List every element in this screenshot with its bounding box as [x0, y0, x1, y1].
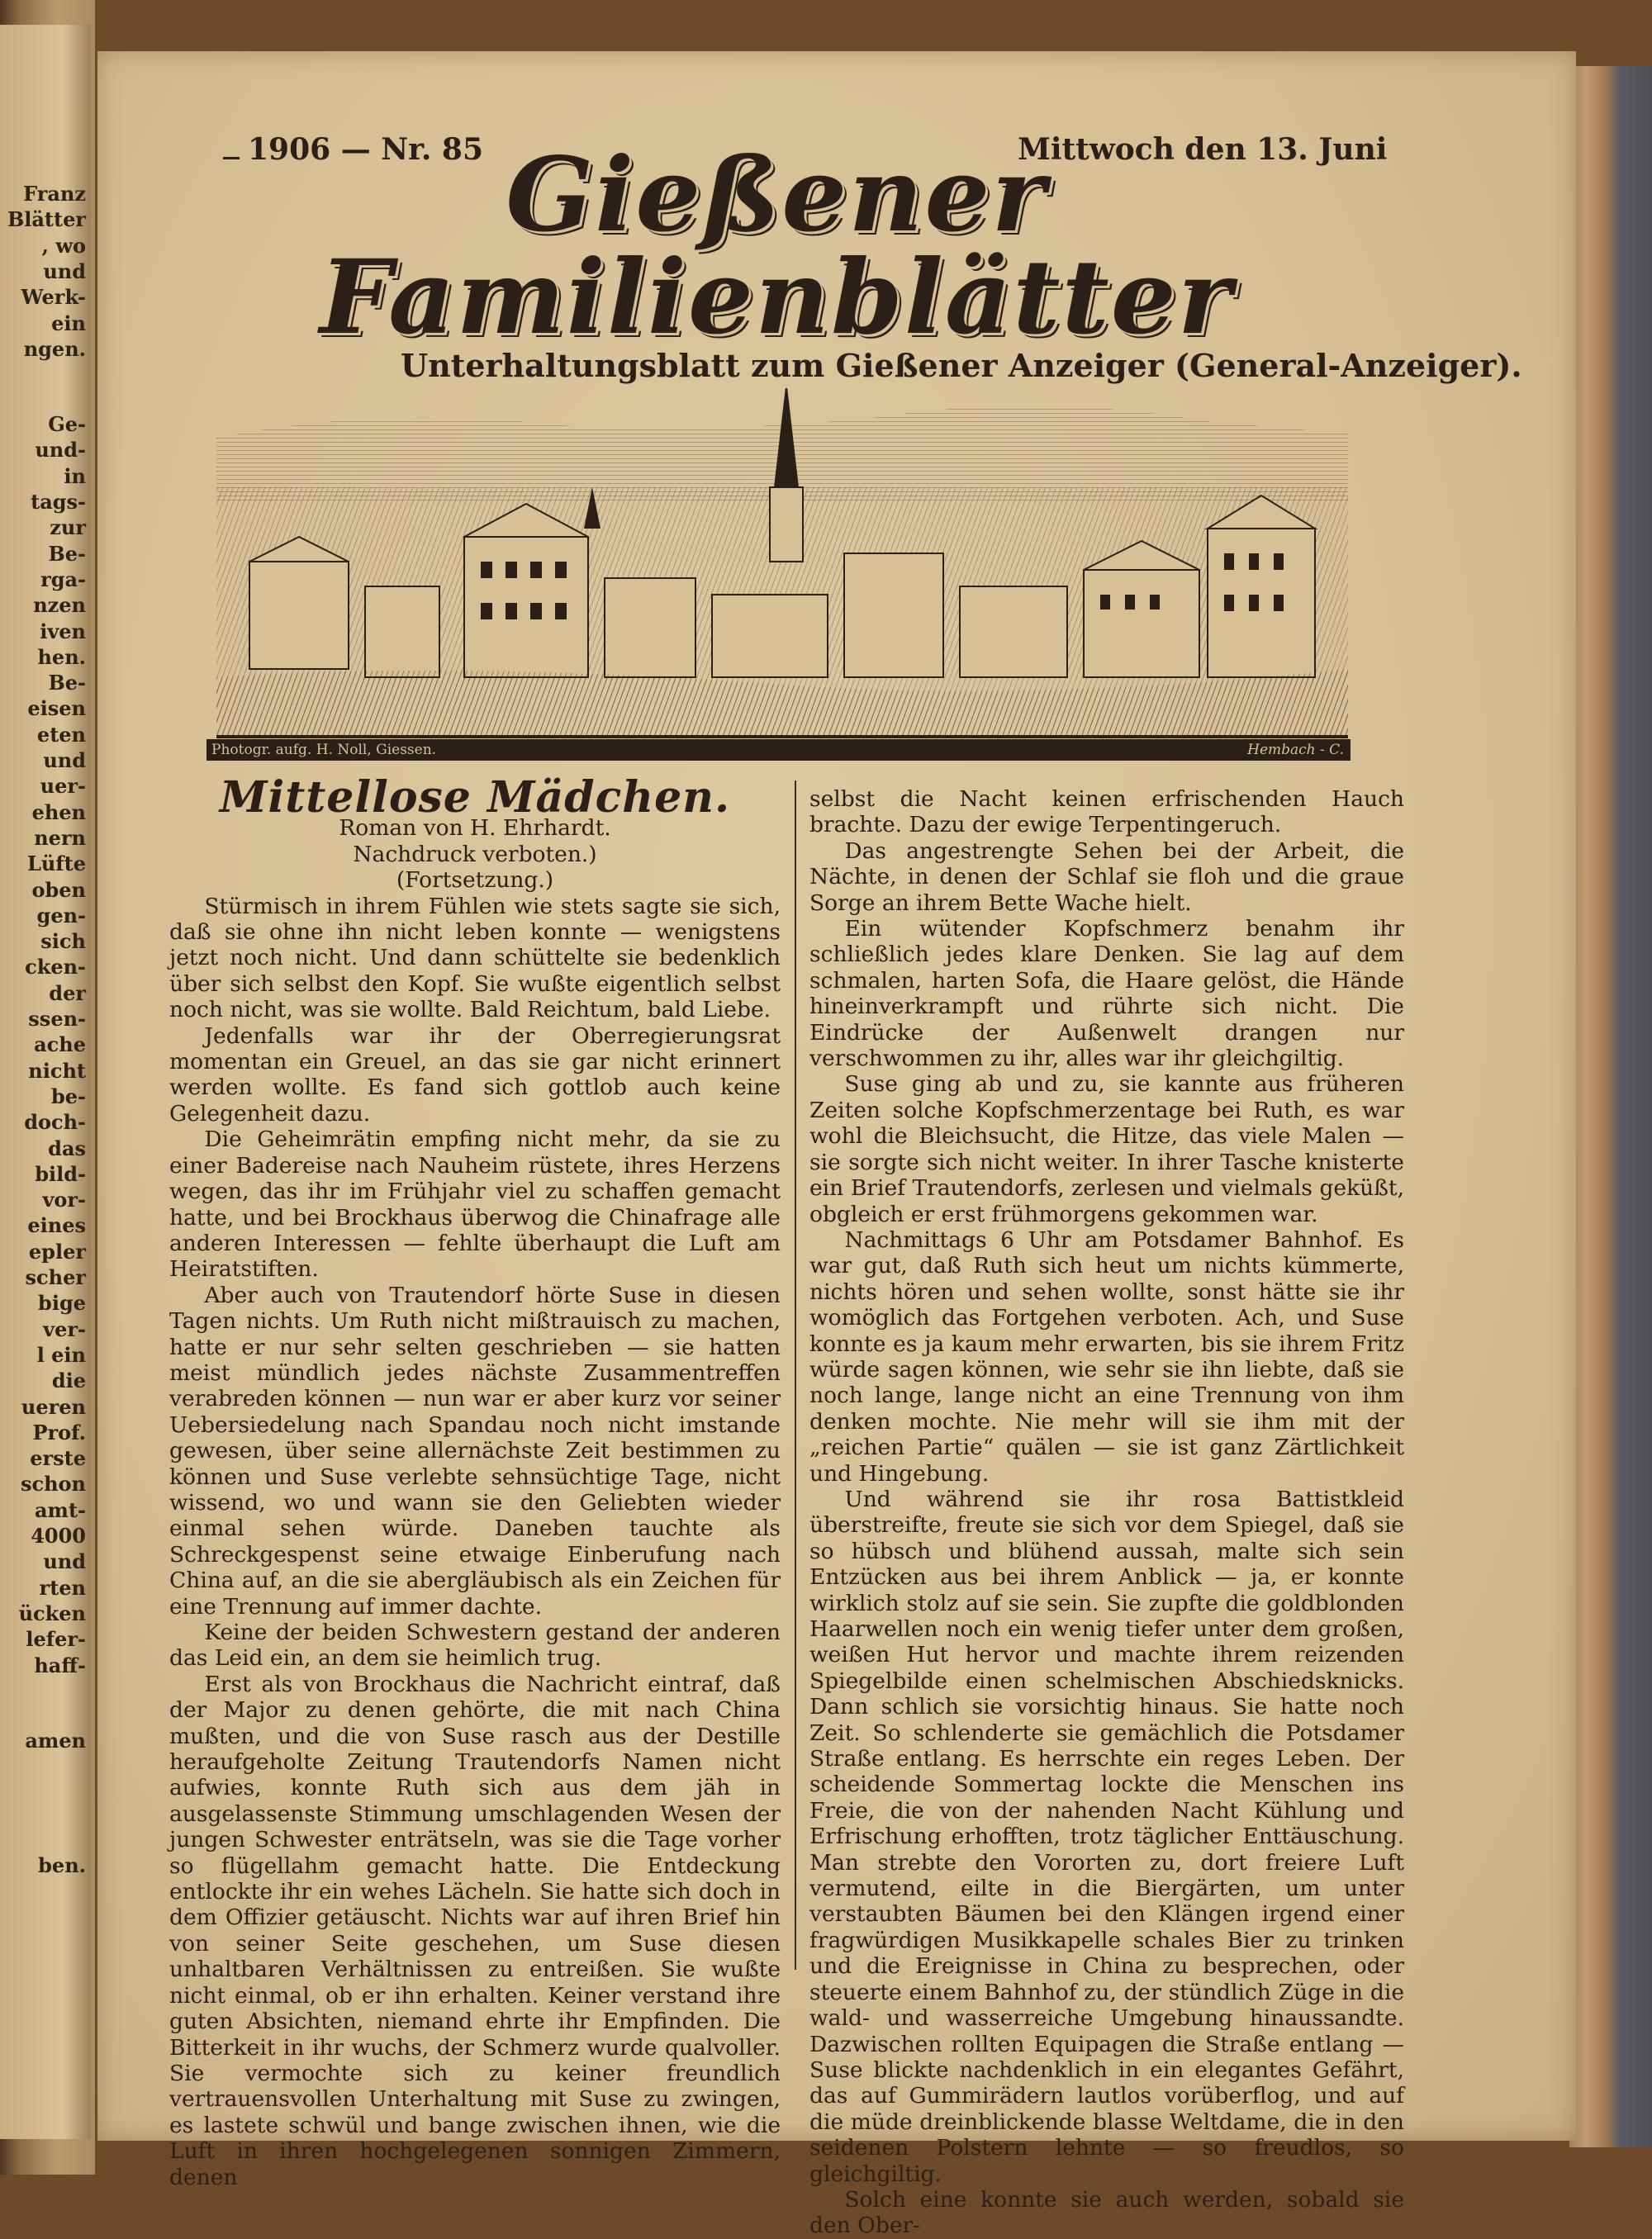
book-edge-right	[1569, 66, 1652, 2147]
left-page-fragment: zur	[50, 515, 86, 540]
photo-credit: Photogr. aufg. H. Noll, Giessen.	[211, 742, 437, 758]
left-page-fragment: und	[43, 748, 86, 772]
left-page-fragment: uer-	[40, 774, 86, 799]
paragraph: Aber auch von Trautendorf hörte Suse in diesen Tagen nichts. Um Ruth nicht mißtrauisch zu machen, hatte er nur sehr selten geschrieben — sie hatten meist mündlich jedes nächste Zusammentreffen verabreden können — nun war er aber kurz vor seiner Uebersiedelung nach Spandau noch nicht imstande gewesen, über seine allernächste Zeit bestimmen zu können und Suse verlebte sehnsüchtige Tage, nicht wissend, wo und wann sie den Geliebten wieder einmal sehen würde. Daneben tauchte als Schreckgespenst seine etwaige Einberufung nach China auf, an die sie abergläubisch als ein Zeichen für eine Trennung auf immer dachte.	[169, 1282, 781, 1620]
left-page-fragment: ücken	[18, 1601, 86, 1625]
paragraph: Nachmittags 6 Uhr am Potsdamer Bahnhof. Es war gut, daß Ruth sich heut um nichts kümmerte, nichts hören und sehen wollte, sonst hätte sie ihr womöglich das Fortgehen verboten. Ach, und Suse konnte es ja kaum mehr erwarten, bis sie ihrem Fritz würde sagen können, wie sehr sie ihn liebte, daß sie noch lange, lange nicht an eine Trennung von ihm denken mochte. Nie mehr will sie ihm mit der „reichen Partie“ quälen — sie ist ganz Zärtlichkeit und Hingebung.	[809, 1226, 1404, 1487]
left-page-fragment: Be-	[48, 541, 86, 566]
left-page-fragment: ueren	[21, 1394, 86, 1419]
masthead-title: Gießener Familienblätter	[319, 135, 1234, 358]
city-panorama-illustration	[216, 388, 1348, 738]
left-page-fragment: l ein	[36, 1342, 86, 1367]
left-page-fragment: nicht	[28, 1058, 86, 1083]
left-page-fragment: doch-	[24, 1110, 86, 1135]
left-page-fragment: epler	[28, 1239, 86, 1264]
paragraph: Jedenfalls war ihr der Oberregierungsrat momentan ein Greuel, an das sie gar nicht erinnert werden wollte. Es fand sich gottlob auch keine Gelegenheit dazu.	[169, 1022, 781, 1127]
left-page-fragment: nzen	[33, 593, 86, 618]
left-page-fragment: haff-	[34, 1653, 86, 1677]
left-page-fragment: gen-	[36, 903, 86, 927]
left-page-fragment: oben	[31, 877, 86, 902]
left-page-fragment: iven	[40, 619, 86, 643]
issue-date: Mittwoch den 13. Juni	[1018, 132, 1388, 167]
left-page-fragment: 4000	[31, 1524, 86, 1548]
article-column-2	[809, 786, 1404, 2239]
left-page-fragment: eten	[36, 722, 86, 747]
left-page-fragment: Blätter	[7, 207, 86, 232]
left-page-fragment: amt-	[35, 1497, 86, 1522]
article-byline: Roman von H. Ehrhardt.	[339, 815, 611, 842]
article-title: Mittellose Mädchen.	[219, 772, 731, 823]
left-page-fragment: erste	[30, 1446, 86, 1471]
left-page-fragment: ein	[51, 311, 86, 335]
left-page-fragment: Prof.	[32, 1420, 86, 1444]
issue-number: 1906 — Nr. 85	[248, 132, 483, 167]
left-page-fragment: das	[48, 1136, 86, 1160]
left-page-fragment: eisen	[27, 696, 86, 721]
left-page-fragment: eines	[27, 1213, 86, 1238]
left-page-fragment: tags-	[31, 490, 86, 514]
article-column-1	[169, 772, 781, 2190]
engraver-signature: Hembach - C.	[1247, 742, 1344, 758]
left-page-fragment: ngen.	[23, 336, 86, 361]
left-page-fragment: ver-	[43, 1316, 86, 1341]
left-page-fragment: und	[43, 259, 86, 283]
left-page-fragment: scher	[25, 1265, 86, 1289]
left-page-fragment: be-	[50, 1084, 86, 1108]
left-page-fragment: schon	[20, 1472, 86, 1497]
left-page-fragment: Werk-	[21, 285, 86, 310]
left-page-fragment: bige	[38, 1291, 86, 1316]
paragraph: Die Geheimrätin empfing nicht mehr, da sie zu einer Badereise nach Nauheim rüstete, ihres Herzens wegen, das ihr im Frühjahr viel zu schaffen gemacht hatte, und bei Brockhaus überwog die Chinafrage alle anderen Interessen — fehlte überhaupt die Luft am Heiratstiften.	[169, 1127, 781, 1283]
paragraph: Ein wütender Kopfschmerz benahm ihr schließlich jedes klare Denken. Sie lag auf dem schmalen, harten Sofa, die Haare gelöst, die Hände hineinverkrampft und rührte sich nicht. Die Eindrücke der Außenwelt drangen nur verschwommen zu ihr, alles war ihr gleichgiltig.	[809, 916, 1404, 1072]
reprint-notice: Nachdruck verboten.)	[353, 841, 597, 867]
left-page-fragment: und-	[35, 438, 86, 463]
left-page-fragment: cken-	[25, 955, 86, 980]
paragraph: selbst die Nacht keinen erfrischenden Hauch brachte. Dazu der ewige Terpentingeruch.	[809, 786, 1404, 838]
left-page-fragment: nern	[34, 825, 86, 850]
left-page-fragment: ache	[34, 1032, 86, 1057]
paragraph: Keine der beiden Schwestern gestand der anderen das Leid ein, an dem sie heimlich trug.	[169, 1620, 781, 1672]
masthead-subtitle: Unterhaltungsblatt zum Gießener Anzeiger (General-Anzeiger).	[401, 347, 1522, 384]
paragraph: Stürmisch in ihrem Fühlen wie stets sagte sie sich, daß sie ohne ihn nicht leben konnte — wenigstens jetzt noch nicht. Und dann schüttelte sie bedenklich über sich selbst den Kopf. Sie wußte eigentlich selbst noch nicht, was sie wollte. Bald Reichtum, bald Liebe.	[169, 893, 781, 1023]
left-page-fragment: Ge-	[48, 412, 86, 437]
left-page-fragment: Franz	[23, 182, 86, 206]
illustration-caption	[206, 739, 1351, 761]
left-page-fragment: und	[43, 1549, 86, 1574]
paragraph: Suse ging ab und zu, sie kannte aus früheren Zeiten solche Kopfschmerzentage bei Ruth, es war wohl die Bleichsucht, die Hitze, das viele Malen — sie sorgte sich nicht weiter. In ihrer Tasche knisterte ein Brief Trautendorfs, zerlesen und vielmals geküßt, obgleich er erst frühmorgens gekommen war.	[809, 1071, 1404, 1227]
left-page-fragment: rten	[39, 1575, 86, 1600]
continuation-note: (Fortsetzung.)	[396, 867, 554, 894]
left-page-fragment: ssen-	[28, 1007, 86, 1031]
left-page-fragment: hen.	[37, 644, 86, 669]
left-page-fragment: vor-	[42, 1188, 86, 1212]
left-page-fragment: lefer-	[26, 1627, 86, 1652]
left-page-fragment: bild-	[35, 1161, 86, 1186]
paragraph: Das angestrengte Sehen bei der Arbeit, die Nächte, in denen der Schlaf sie floh und die graue Sorge an ihrem Bette Wache hielt.	[809, 837, 1404, 916]
left-page-fragment: Be-	[48, 671, 86, 695]
left-page-fragment: Lüfte	[26, 851, 86, 876]
paragraph: Solch eine konnte sie auch werden, sobald sie den Ober-	[809, 2186, 1404, 2239]
left-page-fragment: der	[49, 980, 86, 1005]
left-page-fragment: ben.	[38, 1853, 86, 1878]
column-rule	[795, 780, 796, 1970]
left-page-fragment: ehen	[31, 799, 86, 824]
left-page-fragment: amen	[25, 1728, 86, 1753]
left-page-fragment: in	[64, 463, 86, 488]
left-page-fragment: die	[51, 1369, 86, 1393]
paragraph: Erst als von Brockhaus die Nachricht eintraf, daß der Major zu denen gehörte, die mit nach China mußten, und die von Suse rasch aus der Destille heraufgeholte Zeitung Trautendorfs Namen nicht aufwies, konnte Ruth sich aus dem jäh in ausgelassenste Stimmung umschlagenden Wesen der jungen Schwester enträtseln, was sie die Tage vorher so flügellahm gemacht hatte. Die Entdeckung entlockte ihr ein wehes Lächeln. Sie hatte sich doch in dem Offizier getäuscht. Nichts war auf ihren Brief hin von seiner Seite geschehen, um Suse diesen unhaltbaren Verhältnissen zu entreißen. Sie wußte nicht einmal, ob er ihn erhalten. Keiner verstand ihre guten Absichten, niemand ehrte ihr Empfinden. Die Bitterkeit in ihr wuchs, der Schmerz wurde qualvoller. Sie vermochte sich zu keiner freundlich vertrauensvollen Unterhaltung mit Suse zu zwingen, es lastete schwül und bange zwischen ihnen, wie die Luft in ihren hochgelegenen sonnigen Zimmern, denen	[169, 1671, 781, 2190]
left-page-fragment: rga-	[40, 567, 86, 591]
left-page-fragment: sich	[40, 929, 86, 954]
left-page-edge	[0, 25, 91, 2139]
paragraph: Und während sie ihr rosa Battistkleid überstreifte, freute sie sich vor dem Spiegel, daß sie so hübsch und blühend aussah, malte sich sein Entzücken aus bei ihrem Anblick — ja, er konnte wirklich stolz auf sie sein. Sie zupfte die goldblonden Haarwellen noch ein wenig tiefer unter dem großen, weißen Hut hervor und machte ihrem reizenden Spiegelbilde einen schelmischen Abschiedsknicks. Dann schlich sie vorsichtig hinaus. Sie hatte noch Zeit. So schlenderte sie gemächlich die Potsdamer Straße entlang. Es herrschte ein reges Leben. Der scheidende Sommertag lockte die Menschen ins Freie, die von der nahenden Nacht Kühlung und Erfrischung erhofften, trotz täglicher Enttäuschung. Man strebte den Vororten zu, dort freiere Luft vermutend, eilte in die Biergärten, um unter verstaubten Bäumen bei den Klängen irgend einer fragwürdigen Musikkapelle schales Bier zu trinken und die Ereignisse in China zu besprechen, oder steuerte einem Bahnhof zu, der stündlich Züge in die wald- und wasserreiche Umgebung hinaussandte. Dazwischen rollten Equipagen die Straße entlang — Suse blickte nachdenklich in ein elegantes Gefährt, das auf Gummirädern lautlos vorüberflog, und auf die müde dreinblickende blasse Weltdame, die in den seidenen Polstern lehnte — so freudlos, so gleichgiltig.	[809, 1486, 1404, 2187]
left-page-fragment: , wo	[41, 233, 86, 258]
